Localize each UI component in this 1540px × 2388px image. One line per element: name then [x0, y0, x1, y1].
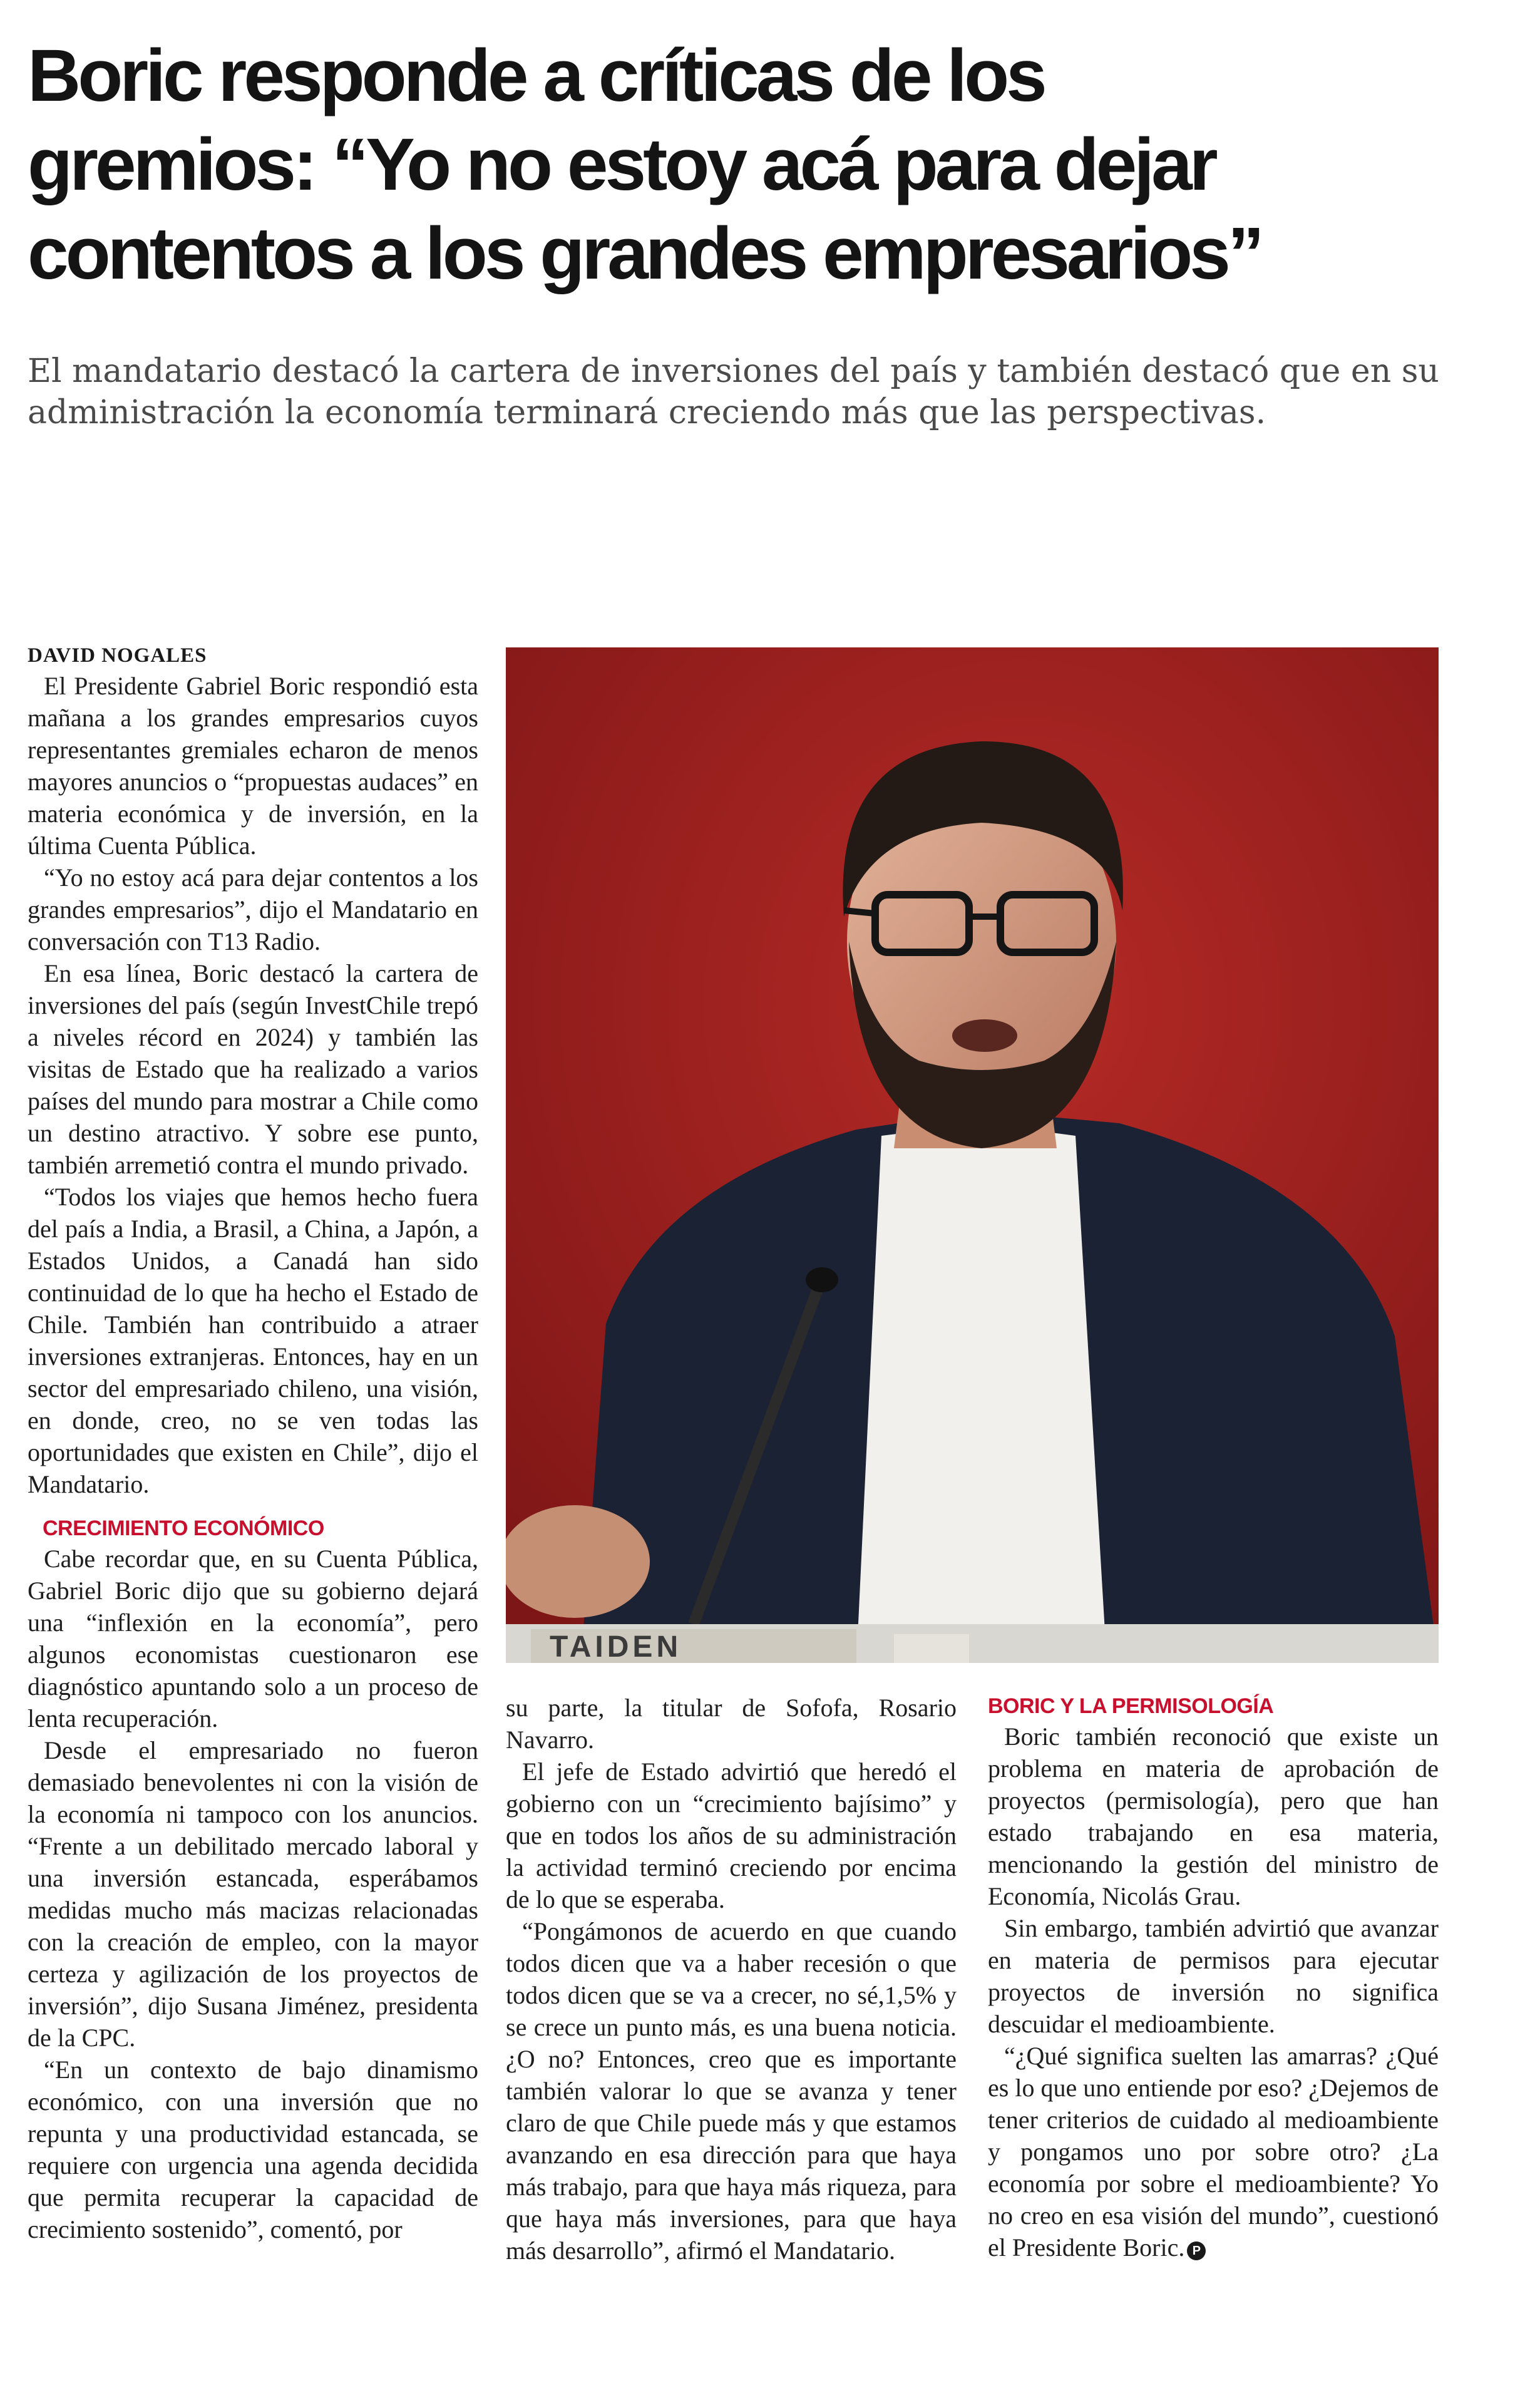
white-shirt — [856, 1123, 1107, 1663]
article-column-1 — [28, 641, 478, 2245]
deck-line-1: El mandatario destacó la cartera de inversiones del país y también destacó que en su — [28, 353, 1439, 390]
paragraph: El Presidente Gabriel Boric respondió esta mañana a los grandes empresarios cuyos representantes gremiales echaron de menos mayores anuncios o “propuestas audaces” en materia económica y de inversión, en la última Cuenta Pública. — [28, 672, 478, 860]
microphone-brand-label: TAIDEN — [550, 1630, 682, 1663]
headline-line-1: Boric responde a críticas de los — [28, 34, 1044, 117]
paragraph: Boric también reconoció que existe un problema en materia de aprobación de proyectos (permisología), pero que han estado trabajando en esa materia, mencionando la gestión del ministro de Economía, Nicolás Grau. — [988, 1722, 1439, 1910]
paragraph: “Pongámonos de acuerdo en que cuando todos dicen que va a haber recesión o que todos dicen que se va a crecer, no sé,1,5% y se crece un punto más, es una buena noticia. ¿O no? Entonces, creo que es importante también valorar lo que se avanza y tener claro de que Chile puede más y que estamos avanzando en esa dirección para que haya más trabajo, para que haya más riqueza, para que haya más inversiones, para que haya más desarrollo”, afirmó el Mandatario. — [506, 1917, 957, 2265]
paragraph: En esa línea, Boric destacó la cartera de inversiones del país (según InvestChile trepó a niveles récord en 2024) y también las visitas de Estado que ha realizado a varios países del mundo para mostrar a Chile como un destino atractivo. Y sobre ese punto, también arremetió contra el mundo privado. — [28, 959, 478, 1179]
subhead-crecimiento: CRECIMIENTO ECONÓMICO — [43, 1516, 324, 1540]
paragraph: “Todos los viajes que hemos hecho fuera del país a India, a Brasil, a China, a Japón, a Estados Unidos, a Canadá han sido continuidad de lo que ha hecho el Estado de Chile. También han contribuido a atraer inversiones extranjeras. Entonces, hay en un sector del empresariado chileno, una visión, en donde, creo, no se ven todas las oportunidades que existen en Chile”, dijo el Mandatario. — [28, 1183, 478, 1498]
papers — [894, 1634, 969, 1663]
end-of-article-icon: P — [1187, 2241, 1206, 2260]
subhead-permisologia: BORIC Y LA PERMISOLOGÍA — [988, 1694, 1274, 1718]
headline — [28, 31, 1467, 298]
glasses-arm — [844, 910, 875, 914]
paragraph: Desde el empresariado no fueron demasiado benevolentes ni con la visión de la economía ni tampoco con los anuncios. “Frente a un debilitado mercado laboral y una inversión estancada, esperábamos medidas mucho más macizas relacionadas con la creación de empleo, con la mayor certeza y agilización de los proyectos de inversión”, dijo Susana Jiménez, presidenta de la CPC. — [28, 1736, 478, 2052]
paragraph: “En un contexto de bajo dinamismo económico, con una inversión que no repunta y una productividad estancada, se requiere con urgencia una agenda decidida que permita recuperar la capacidad de crecimiento sostenido”, comentó, por — [28, 2056, 478, 2243]
article-column-3 — [988, 1692, 1439, 2263]
boric-photo — [506, 647, 1439, 1663]
paragraph — [988, 2040, 1439, 2263]
paragraph: “Yo no estoy acá para dejar contentos a los grandes empresarios”, dijo el Mandatario en conversación con T13 Radio. — [28, 863, 478, 955]
byline: DAVID NOGALES — [28, 644, 207, 667]
article-column-2 — [506, 1692, 957, 2267]
paragraph: Cabe recordar que, en su Cuenta Pública, Gabriel Boric dijo que su gobierno dejará una “inflexión en la economía”, pero algunos economistas cuestionaron ese diagnóstico apuntando solo a un proceso de lenta recuperación. — [28, 1545, 478, 1732]
paragraph: su parte, la titular de Sofofa, Rosario Navarro. — [506, 1694, 957, 1754]
closing-paragraph-text: “¿Qué significa suelten las amarras? ¿Qué es lo que uno entiende por eso? ¿Dejemos de tener criterios de cuidado al medioambiente y pongamos uno por sobre otro? ¿La economía por sobre el medioambiente? Yo no creo en esa visión del mundo”, cuestionó el Presidente Boric. — [988, 2042, 1439, 2262]
deck-subtitle — [28, 351, 1505, 433]
deck-line-2: administración la economía terminará creciendo más que las perspectivas. — [28, 394, 1266, 431]
hand — [506, 1505, 650, 1618]
mouth — [952, 1019, 1017, 1052]
portrait-illustration — [506, 647, 1439, 1663]
headline-line-2: gremios: “Yo no estoy acá para dejar — [28, 123, 1215, 206]
headline-line-3: contentos a los grandes empresarios” — [28, 212, 1261, 295]
paragraph: El jefe de Estado advirtió que heredó el gobierno con un “crecimiento bajísimo” y que en todos los años de su administración la actividad terminó creciendo por encima de lo que se esperaba. — [506, 1758, 957, 1913]
microphone-head — [806, 1267, 838, 1292]
paragraph: Sin embargo, también advirtió que avanzar en materia de permisos para ejecutar proyectos de inversión no significa descuidar el medioambiente. — [988, 1914, 1439, 2038]
